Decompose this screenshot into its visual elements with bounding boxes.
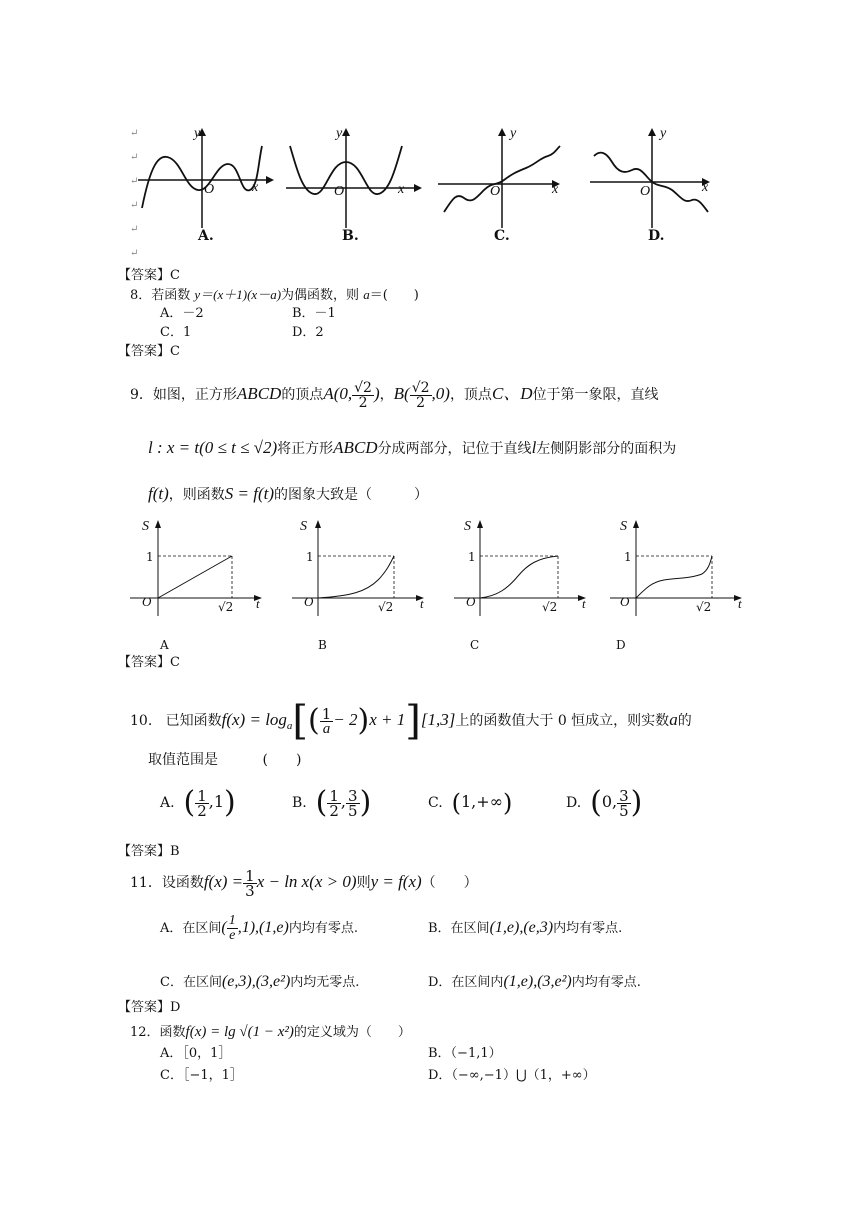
tick-one: 1: [306, 550, 314, 564]
y-axis-label: y: [510, 126, 517, 141]
s-axis-label: S: [300, 519, 307, 534]
question-11-stem: 11．设函数f(x) = $\frac{1}{3}$ x − ln x(x > 0)则y = f(x)（ ）: [130, 866, 478, 900]
y-axis-label: y: [660, 126, 667, 141]
origin-label: O: [640, 184, 651, 199]
question-10-line2: 取值范围是 ( ): [148, 752, 302, 768]
q12-option-b: B．（−1,1）: [428, 1046, 502, 1061]
x-axis-label: x: [252, 180, 259, 195]
q8-option-c: C．1: [160, 325, 192, 340]
q11-option-a: A．在区间( $\frac{1}{e}$ ,1),(1,e)内均有零点.: [160, 913, 358, 943]
q12-option-c: C．［−1，1］: [160, 1068, 243, 1083]
origin-label: O: [466, 594, 476, 609]
q12-option-d: D．（−∞,−1）⋃（1，+∞）: [428, 1068, 596, 1083]
origin-label: O: [490, 184, 501, 199]
tick-root2: √2: [378, 600, 394, 614]
return-mark: ↵: [130, 224, 139, 235]
option-label: B: [318, 638, 327, 652]
tick-root2: √2: [696, 600, 712, 614]
q7-graph-a: [136, 128, 276, 228]
x-axis-label: x: [552, 182, 559, 197]
q10-option-b: B. ( $\frac{1}{2}$ , $\frac{3}{5}$ ): [292, 785, 372, 820]
option-label: C.: [494, 228, 510, 244]
origin-label: O: [142, 594, 152, 609]
q10-option-d: D. (0, $\frac{3}{5}$ ): [566, 785, 643, 820]
tick-root2: √2: [218, 600, 234, 614]
option-label: D: [616, 638, 626, 652]
answer-q11: 【答案】D: [118, 1000, 181, 1015]
q11-option-c: C．在区间(e,3),(3,e²)内均无零点.: [160, 973, 360, 990]
q12-option-a: A．［0，1］: [160, 1046, 232, 1061]
tick-one: 1: [146, 550, 154, 564]
origin-label: O: [304, 594, 314, 609]
return-mark: ↵: [130, 248, 139, 259]
t-axis-label: t: [256, 596, 260, 611]
option-label: B.: [342, 228, 359, 244]
answer-q9: 【答案】C: [118, 655, 180, 670]
s-axis-label: S: [620, 519, 627, 534]
origin-label: O: [620, 594, 630, 609]
tick-one: 1: [624, 550, 632, 564]
x-axis-label: x: [702, 180, 709, 195]
question-9-line2: l : x = t(0 ≤ t ≤ √2)将正方形ABCD分成两部分，记位于直线l左侧阴影部分的面积为: [148, 438, 677, 457]
return-mark: ↵: [130, 128, 139, 139]
q7-graph-c: [436, 128, 576, 228]
s-axis-label: S: [464, 519, 471, 534]
tick-root2: √2: [542, 600, 558, 614]
t-axis-label: t: [582, 596, 586, 611]
option-label: A: [160, 638, 169, 652]
q8-option-d: D．2: [292, 325, 324, 340]
origin-label: O: [334, 184, 345, 199]
option-label: C: [470, 638, 480, 652]
question-9-line1: 9．如图，正方形ABCD的顶点A(0, $\frac{√2}{2}$ )，B( $\frac{√2}{2}$ ,0)，顶点C、D位于第一象限，直线: [130, 379, 659, 411]
q11-option-d: D．在区间内(1,e),(3,e²)内均有零点.: [428, 973, 641, 990]
answer-q8: 【答案】C: [118, 344, 180, 359]
s-axis-label: S: [142, 519, 149, 534]
question-10-stem: 10. 已知函数$f(x) = \log_a$[( $\frac{1}{a}$ − 2)x + 1][1,3]上的函数值大于 0 恒成立，则实数a的: [130, 698, 692, 744]
t-axis-label: t: [738, 596, 742, 611]
q8-option-a: A．－2: [160, 306, 204, 321]
y-axis-label: y: [194, 126, 201, 141]
return-mark: ↵: [130, 200, 139, 211]
option-label: A.: [198, 228, 214, 244]
q10-option-a: A. ( $\frac{1}{2}$ ,1): [160, 785, 236, 820]
origin-label: O: [204, 182, 215, 197]
q8-option-b: B．－1: [292, 306, 336, 321]
answer-q7: 【答案】C: [118, 268, 180, 283]
answer-q10: 【答案】B: [118, 844, 180, 859]
q7-graph-b: [284, 128, 424, 228]
q11-option-b: B．在区间(1,e),(e,3)内均有零点.: [428, 919, 623, 936]
t-axis-label: t: [420, 596, 424, 611]
y-axis-label: y: [336, 126, 343, 141]
option-label: D.: [648, 228, 665, 244]
q10-option-c: C. (1,+∞): [428, 789, 513, 817]
question-9-line3: f(t)，则函数S = f(t)的图象大致是（ ）: [148, 484, 429, 503]
return-mark: ↵: [130, 176, 139, 187]
question-12-stem: 12．函数f(x) = lg √(1 − x²)的定义域为（ ）: [130, 1024, 411, 1040]
x-axis-label: x: [398, 182, 405, 197]
tick-one: 1: [468, 550, 476, 564]
question-8-stem: 8．若函数 y＝(x＋1)(x－a)为偶函数，则 a＝( ): [130, 287, 419, 303]
return-mark: ↵: [130, 152, 139, 163]
q7-graph-d: [588, 128, 718, 228]
